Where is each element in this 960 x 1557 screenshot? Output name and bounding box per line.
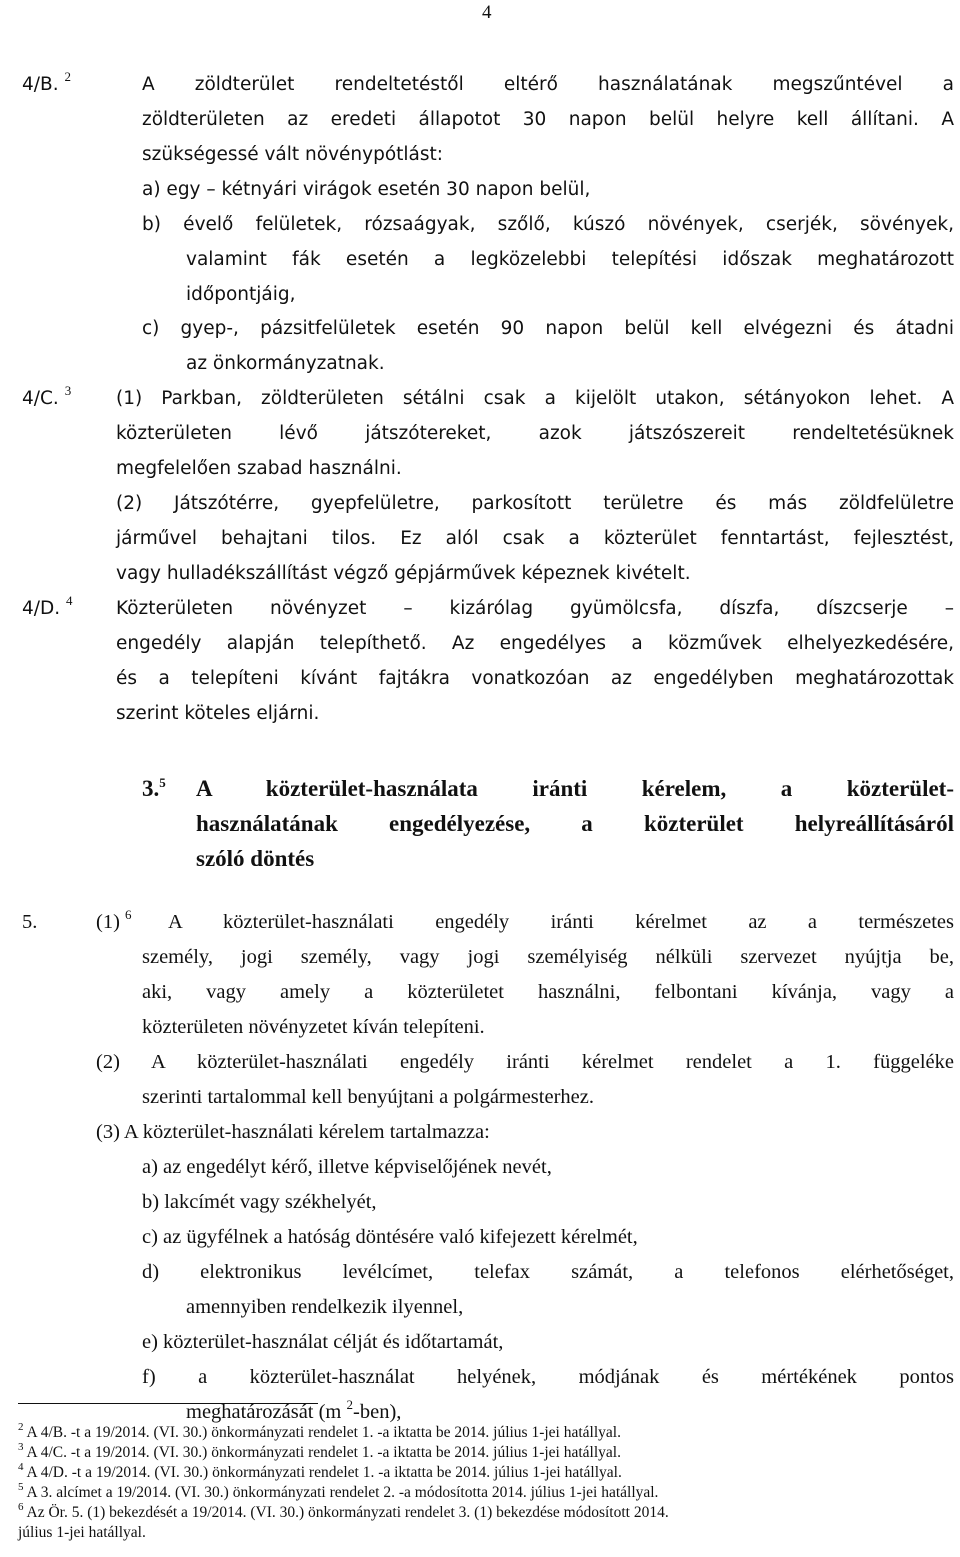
section-4c-line: vagy hulladékszállítást végző gépjárművek képeznek kivételt.	[116, 563, 691, 584]
section-5-para1-line: A közterület-használati engedély iránti kérelmet az a természetes	[168, 911, 954, 933]
section-5-para3-line: (3) A közterület-használati kérelem tartalmazza:	[96, 1121, 490, 1143]
section-4c-line: megfelelően szabad használni.	[116, 458, 402, 479]
footnote: $^6$ Az Ör. 5. (1) bekezdését a 19/2014. (VI. 30.) önkormányzati rendelet 3. (1) bekezdése módosított 2014.	[18, 1501, 669, 1521]
section-5-item-f: meghatározását (m $^2$-ben),	[186, 1397, 402, 1423]
footnote: $^5$ A 3. alcímet a 19/2014. (VI. 30.) önkormányzati rendelet 2. -a módosította 2014. július 1-jei hatállyal.	[18, 1481, 659, 1501]
section-5-item-a: a) az engedélyt kérő, illetve képviselőjének nevét,	[142, 1156, 552, 1178]
section-4b-line: A zöldterület rendeltetéstől eltérő használatának megszűntével a	[142, 74, 954, 95]
heading-number: 3.$^5$	[142, 775, 166, 801]
section-5-number: 5.	[22, 911, 38, 933]
section-4b-item-c: az önkormányzatnak.	[186, 353, 385, 374]
page-number: 4	[482, 2, 492, 23]
section-4d-line: Közterületen növényzet – kizárólag gyümölcsfa, díszfa, díszcserje –	[116, 598, 954, 619]
footnote: $^3$ A 4/C. -t a 19/2014. (VI. 30.) önkormányzati rendelet 1. -a iktatta be 2014. július 1-jei hatállyal.	[18, 1441, 621, 1461]
footnote-continuation: július 1-jei hatállyal.	[18, 1524, 146, 1541]
section-5-item-c: c) az ügyfélnek a hatóság döntésére való kifejezett kérelmét,	[142, 1226, 638, 1248]
footnote: $^4$ A 4/D. -t a 19/2014. (VI. 30.) önkormányzati rendelet 1. -a iktatta be 2014. július 1-jei hatállyal.	[18, 1461, 622, 1481]
section-4d-line: és a telepíteni kívánt fajtákra vonatkozóan az engedélyben meghatározottak	[116, 668, 954, 689]
section-5-para1-line: közterületen növényzetet kíván telepíteni.	[142, 1016, 485, 1038]
section-4d-number: 4/D. $^4$	[22, 593, 73, 619]
heading-line: használatának engedélyezése, a közterület helyreállításáról	[196, 811, 954, 836]
section-5-item-e: e) közterület-használat célját és időtartamát,	[142, 1331, 504, 1353]
section-4b-item-b: b) évelő felületek, rózsaágyak, szőlő, kúszó növények, cserjék, sövények,	[142, 214, 954, 235]
section-4b-line: zöldterületen az eredeti állapotot 30 napon belül helyre kell állítani. A	[142, 109, 954, 130]
heading-line: szóló döntés	[196, 846, 315, 871]
section-5-item-f: f) a közterület-használat helyének, módjának és mértékének pontos	[142, 1366, 954, 1388]
footnote: $^2$ A 4/B. -t a 19/2014. (VI. 30.) önkormányzati rendelet 1. -a iktatta be 2014. július 1-jei hatállyal.	[18, 1421, 621, 1441]
section-5-para1-label: (1) $^6$	[96, 907, 132, 933]
section-4c-number: 4/C. $^3$	[22, 383, 72, 409]
section-5-para1-line: személy, jogi személy, vagy jogi személyiség nélküli szervezet nyújtja be,	[142, 946, 954, 968]
section-4b-number: 4/B. $^2$	[22, 69, 71, 95]
section-5-item-b: b) lakcímét vagy székhelyét,	[142, 1191, 377, 1213]
section-4b-item-c: c) gyep-, pázsitfelületek esetén 90 napon belül kell elvégezni és átadni	[142, 318, 954, 339]
section-4d-line: engedély alapján telepíthető. Az engedélyes a közművek elhelyezkedésére,	[116, 633, 954, 654]
section-4d-line: szerint köteles eljárni.	[116, 703, 320, 724]
section-5-item-d: d) elektronikus levélcímet, telefax számát, a telefonos elérhetőséget,	[142, 1261, 954, 1283]
section-5-item-d: amennyiben rendelkezik ilyennel,	[186, 1296, 464, 1318]
section-4c-line: (2) Játszótérre, gyepfelületre, parkosított területre és más zöldfelületre	[116, 493, 954, 514]
section-5-para1-line: aki, vagy amely a közterületet használni, felbontani kívánja, vagy a	[142, 981, 954, 1003]
section-4b-item-b: valamint fák esetén a legközelebbi telepítési időszak meghatározott	[186, 249, 954, 270]
section-4b-item-b: időpontjáig,	[186, 284, 296, 305]
section-5-para2-line: (2) A közterület-használati engedély iránti kérelmet rendelet a 1. függeléke	[96, 1051, 954, 1073]
section-4b-item-a: a) egy – kétnyári virágok esetén 30 napon belül,	[142, 179, 591, 200]
section-4c-line: közterületen lévő játszótereket, azok játszószereit rendeltetésüknek	[116, 423, 954, 444]
section-5-para2-line: szerinti tartalommal kell benyújtani a polgármesterhez.	[142, 1086, 594, 1108]
section-4b-line: szükségessé vált növénypótlást:	[142, 144, 443, 165]
footnote-separator	[18, 1403, 318, 1404]
section-4c-line: járművel behajtani tilos. Ez alól csak a közterület fenntartást, fejlesztést,	[116, 528, 954, 549]
section-4c-line: (1) Parkban, zöldterületen sétálni csak a kijelölt utakon, sétányokon lehet. A	[116, 388, 954, 409]
heading-line: A közterület-használata iránti kérelem, a közterület-	[196, 776, 954, 801]
